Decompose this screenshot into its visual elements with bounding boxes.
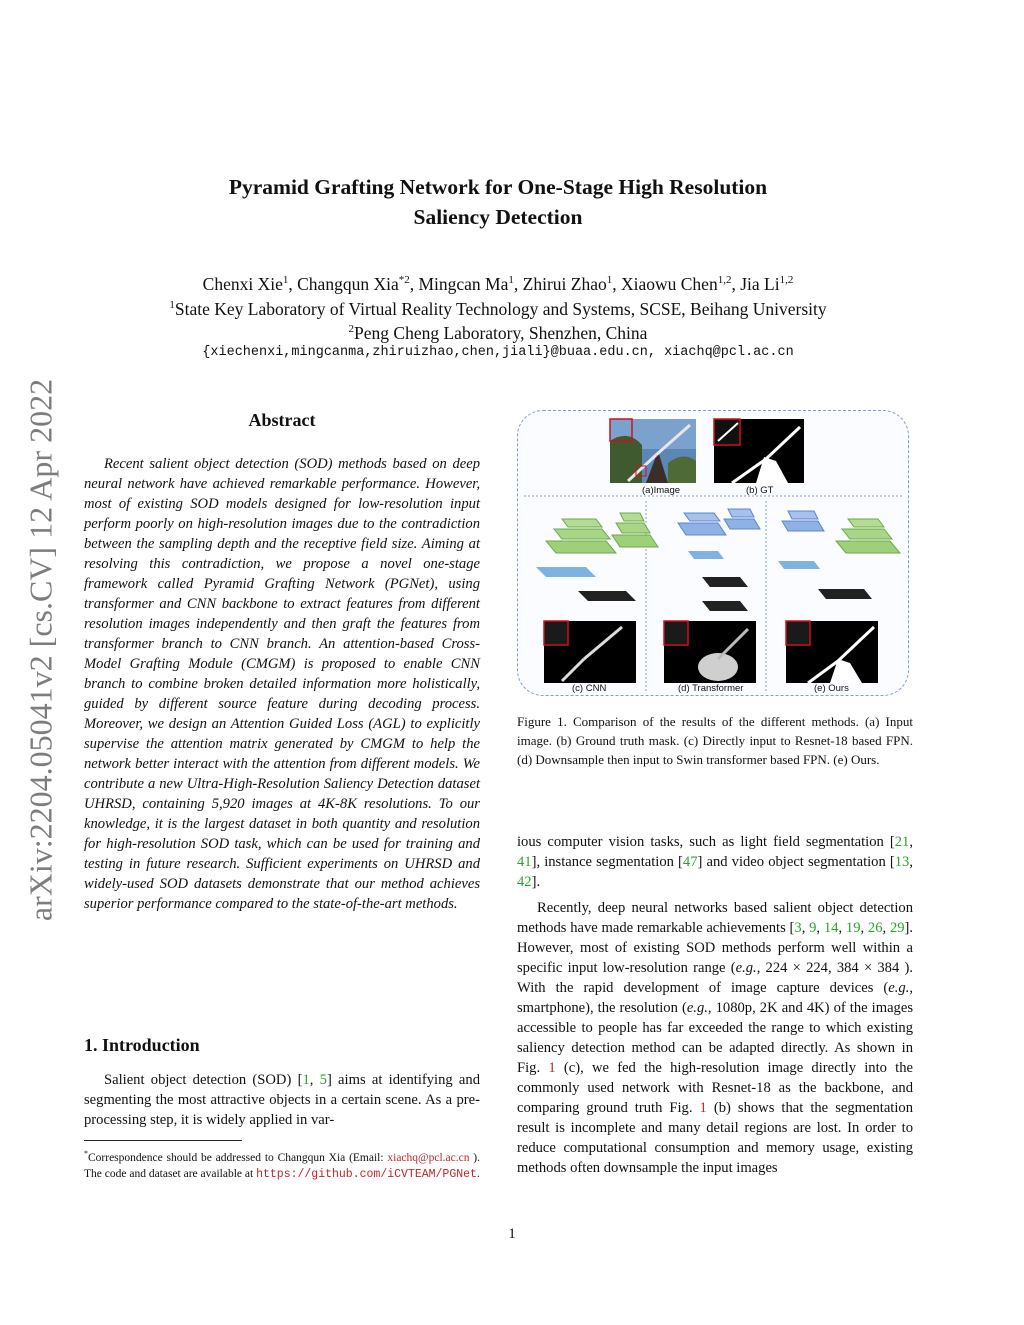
citation-link[interactable]: 9 — [809, 920, 817, 936]
citation-link[interactable]: 19 — [845, 920, 861, 936]
text-run: , 1080p, 2K and 4K) of the images accessible to people has far exceeded the range to which existing saliency detection method can be adapted directly. As shown in Fig. — [517, 1000, 913, 1076]
footnote-mark: * — [84, 1149, 88, 1158]
footnote — [84, 1146, 480, 1183]
paper-title — [120, 172, 876, 232]
ours-pyramid — [778, 511, 900, 599]
text-run: ]. However, most of existing SOD methods perform well within a specific input low-resolution range ( — [517, 920, 914, 976]
arxiv-identifier: arXiv:2204.05041v2 [cs.CV] 12 Apr 2022 — [22, 378, 59, 922]
author-name: Jia Li — [740, 273, 780, 294]
citation-link[interactable]: 42 — [517, 874, 532, 890]
text-run: Salient object detection (SOD) [ — [104, 1072, 303, 1088]
intro-paragraph: ious computer vision tasks, such as light field segmentation [21, 41], instance segmentation [47] and video object segmentation [13, 42]. — [517, 834, 913, 890]
input-image — [610, 419, 696, 483]
figure-graphic — [518, 411, 910, 697]
ours-result — [786, 621, 878, 683]
citation-link[interactable]: 21 — [894, 834, 910, 850]
author-emails: {xiechenxi,mingcanma,zhiruizhao,chen,jiali}@buaa.edu.cn, xiachq@pcl.ac.cn — [202, 345, 794, 360]
author-sup: 1 — [508, 274, 514, 286]
author-sup: *2 — [398, 274, 410, 286]
intro-paragraph — [84, 1070, 480, 1130]
citation-link[interactable]: 26 — [867, 920, 883, 936]
affiliation-2 — [80, 317, 916, 345]
citation-link[interactable]: 29 — [889, 920, 905, 936]
text-run: , smartphone), the resolution ( — [517, 980, 913, 1016]
code-url-link[interactable]: https://github.com/iCVTEAM/PGNet — [256, 1167, 477, 1181]
title-line-1: Pyramid Grafting Network for One-Stage High Resolution — [228, 175, 768, 199]
arxiv-sidebar — [16, 350, 66, 950]
figure-ref-link[interactable]: 1 — [699, 1100, 707, 1116]
author-name: Chenxi Xie — [202, 273, 283, 294]
affiliation-text: Peng Cheng Laboratory, Shenzhen, China — [354, 322, 648, 343]
text-run: , — [309, 1072, 320, 1088]
cnn-result — [544, 621, 636, 683]
text-run: ] and video object segmentation [ — [697, 854, 895, 870]
affiliation-text: State Key Laboratory of Virtual Reality Technology and Systems, SCSE, Beihang University — [174, 298, 827, 319]
citation-link[interactable]: 14 — [823, 920, 839, 936]
citation-link[interactable]: 13 — [894, 854, 910, 870]
title-line-2: Saliency Detection — [413, 205, 583, 229]
text-run: , 224 × 224, 384 × 384 ). With the rapid development of image capture devices ( — [517, 960, 913, 996]
intro-right-column — [517, 832, 913, 1178]
figure-label-b: (b) GT — [746, 485, 774, 496]
text-run: e.g. — [888, 980, 910, 996]
abstract-heading: Abstract — [248, 410, 316, 430]
author-sup: 1 — [606, 274, 613, 286]
section-heading-introduction: 1. Introduction — [84, 1035, 200, 1055]
text-run: Correspondence should be addressed to Changqun Xia (Email: — [88, 1151, 388, 1164]
figure-label-c: (c) CNN — [572, 683, 607, 694]
cnn-pyramid — [536, 513, 658, 601]
figure-label-d: (d) Transformer — [678, 683, 744, 694]
figure-label-a: (a)Image — [642, 485, 681, 496]
text-run: ]. — [531, 874, 541, 890]
abstract-body — [84, 454, 480, 914]
text-run: (c), we fed the high-resolution image directly into the commonly used network with Resnet-18 as the backbone, and comparing ground truth Fig. — [517, 1060, 913, 1116]
text-run: . — [476, 1167, 480, 1180]
author-name: Xiaowu Chen — [620, 273, 718, 294]
author-name: Mingcan Ma — [418, 273, 509, 294]
figure-ref-link[interactable]: 1 — [548, 1060, 556, 1076]
figure-1 — [517, 410, 909, 696]
text-run: Recently, deep neural networks based salient object detection methods have made remarkable achievements [ — [517, 900, 913, 936]
figure-1-caption: Figure 1. Comparison of the results of the different methods. (a) Input image. (b) Ground truth mask. (c) Directly input to Resnet-18 based FPN. (d) Downsample then input to Swin transformer based FPN. (e) Ours. — [517, 714, 913, 767]
transformer-pyramid — [678, 509, 760, 611]
affiliation-sup: 1 — [169, 299, 175, 311]
footnote-rule — [84, 1140, 242, 1141]
text-run: e.g. — [735, 960, 757, 976]
text-run: ). The code and dataset are available at — [84, 1151, 480, 1180]
text-run: ious computer vision tasks, such as light field segmentation [ — [517, 834, 895, 850]
affiliation-sup: 2 — [348, 323, 355, 335]
text-run: (b) shows that the segmentation result is incomplete and many detail regions are lost. In order to reduce computational consumption and memory usage, existing methods often downsample the input images — [517, 1100, 914, 1176]
intro-left-column — [84, 1070, 480, 1130]
transformer-result — [664, 621, 756, 683]
author-name: Changqun Xia — [297, 273, 399, 294]
author-sup: 1,2 — [779, 274, 794, 286]
email-link[interactable]: xiachq@pcl.ac.cn — [387, 1151, 470, 1164]
text-run: ] aims at identifying and segmenting the most attractive objects in a certain scene. As a pre-processing step, it is widely applied in var- — [84, 1072, 481, 1128]
citation-link[interactable]: 5 — [319, 1072, 327, 1088]
citation-link[interactable]: 3 — [794, 920, 802, 936]
text-run: e.g. — [686, 1000, 708, 1016]
text-run: ], instance segmentation [ — [531, 854, 683, 870]
figure-label-e: (e) Ours — [814, 683, 849, 694]
author-sup: 1 — [282, 274, 289, 286]
ground-truth-mask — [714, 419, 804, 483]
author-name: Zhirui Zhao — [522, 273, 607, 294]
author-sup: 1,2 — [717, 274, 732, 286]
author-list: Chenxi Xie$^1$, Changqun Xia$^{*2}$, Mingcan Ma$^1$, Zhirui Zhao$^1$, Xiaowu Chen$^{1,2}$, Jia Li$^{1,2}$ — [202, 273, 794, 294]
citation-link[interactable]: 47 — [682, 854, 698, 870]
abstract-text: Recent salient object detection (SOD) methods based on deep neural network have achieved remarkable performance. However, most of existing SOD models designed for low-resolution input perform poorly on high-resolution images due to the contradiction between the sampling depth and the receptive field size. Aiming at resolving this contradiction, we propose a novel one-stage framework called Pyramid Grafting Network (PGNet), using transformer and CNN backbone to extract features from different resolution images independently and then graft the features from transformer branch to CNN branch. An attention-based Cross-Model Grafting Module (CMGM) is proposed to enable CNN branch to combine broken detailed information more holistically, guided by different source feature during decoding process. Moreover, we design an Attention Guided Loss (AGL) to explicitly supervise the attention matrix generated by CMGM to help the network better interact with the attention from different models. We contribute a new Ultra-High-Resolution Saliency Detection dataset UHRSD, containing 5,920 images at 4K-8K resolutions. To our knowledge, it is the largest dataset in both quantity and resolution for high-resolution SOD task, which can be used for training and testing in future research. Sufficient experiments on UHRSD and widely-used SOD datasets demonstrate that our method achieves superior performance compared to the state-of-the-art methods. — [84, 456, 480, 912]
intro-paragraph: Recently, deep neural networks based salient object detection methods have made remarkable achievements [3, 9, 14, 19, 26, 29]. However, most of existing SOD methods perform well within a specific input low-resolution range (e.g., 224 × 224, 384 × 384 ). With the rapid development of image capture devices (e.g., smartphone), the resolution (e.g., 1080p, 2K and 4K) of the images accessible to people has far exceeded the range to which existing saliency detection method can be adapted directly. As shown in Fig. 1 (c), we fed the high-resolution image directly into the commonly used network with Resnet-18 as the backbone, and comparing ground truth Fig. 1 (b) shows that the segmentation result is incomplete and many detail regions are lost. In order to reduce computational consumption and memory usage, existing methods often downsample the input images — [517, 900, 914, 1176]
page-number: 1 — [508, 1226, 516, 1242]
citation-link[interactable]: 41 — [517, 854, 532, 870]
citation-link[interactable]: 1 — [302, 1072, 310, 1088]
